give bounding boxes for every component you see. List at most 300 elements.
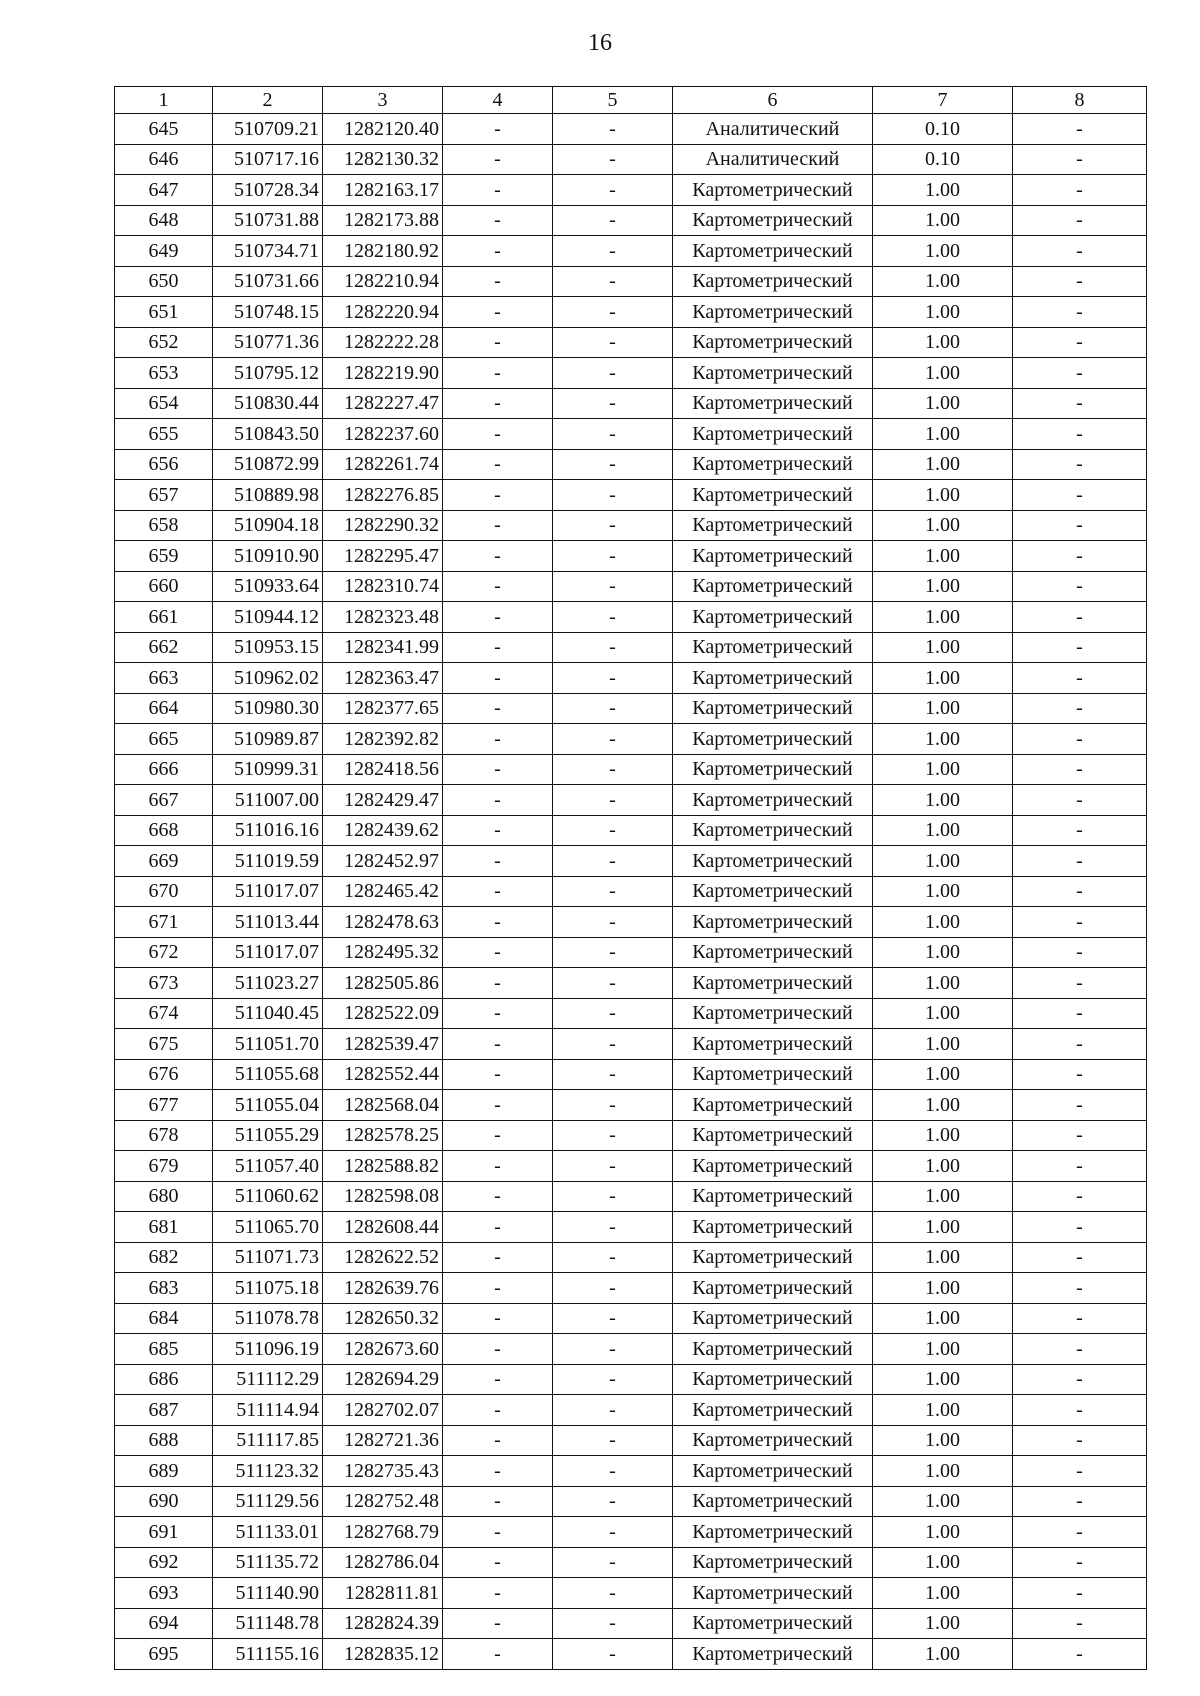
point-number-cell: 650 <box>115 266 213 297</box>
method-cell: Картометрический <box>673 754 873 785</box>
column-5-cell: - <box>553 114 673 145</box>
method-cell: Картометрический <box>673 632 873 663</box>
method-cell: Аналитический <box>673 144 873 175</box>
x-coordinate-cell: 510953.15 <box>213 632 323 663</box>
column-4-cell: - <box>443 266 553 297</box>
y-coordinate-cell: 1282295.47 <box>323 541 443 572</box>
column-5-cell: - <box>553 1151 673 1182</box>
accuracy-cell: 1.00 <box>873 1517 1013 1548</box>
column-8-cell: - <box>1013 968 1147 999</box>
x-coordinate-cell: 510728.34 <box>213 175 323 206</box>
point-number-cell: 648 <box>115 205 213 236</box>
accuracy-cell: 1.00 <box>873 266 1013 297</box>
point-number-cell: 695 <box>115 1639 213 1670</box>
accuracy-cell: 1.00 <box>873 1456 1013 1487</box>
column-5-cell: - <box>553 541 673 572</box>
y-coordinate-cell: 1282290.32 <box>323 510 443 541</box>
point-number-cell: 660 <box>115 571 213 602</box>
y-coordinate-cell: 1282222.28 <box>323 327 443 358</box>
table-row <box>115 571 1147 602</box>
column-5-cell: - <box>553 1425 673 1456</box>
table-row <box>115 144 1147 175</box>
accuracy-cell: 0.10 <box>873 144 1013 175</box>
y-coordinate-cell: 1282495.32 <box>323 937 443 968</box>
column-5-cell: - <box>553 876 673 907</box>
column-4-cell: - <box>443 1608 553 1639</box>
point-number-cell: 690 <box>115 1486 213 1517</box>
accuracy-cell: 1.00 <box>873 327 1013 358</box>
x-coordinate-cell: 511148.78 <box>213 1608 323 1639</box>
table-row <box>115 754 1147 785</box>
table-row <box>115 1608 1147 1639</box>
y-coordinate-cell: 1282694.29 <box>323 1364 443 1395</box>
accuracy-cell: 1.00 <box>873 907 1013 938</box>
column-8-cell: - <box>1013 1273 1147 1304</box>
x-coordinate-cell: 511078.78 <box>213 1303 323 1334</box>
column-header: 6 <box>673 87 873 114</box>
x-coordinate-cell: 511051.70 <box>213 1029 323 1060</box>
point-number-cell: 679 <box>115 1151 213 1182</box>
x-coordinate-cell: 510734.71 <box>213 236 323 267</box>
table-row <box>115 1242 1147 1273</box>
y-coordinate-cell: 1282310.74 <box>323 571 443 602</box>
accuracy-cell: 1.00 <box>873 1120 1013 1151</box>
y-coordinate-cell: 1282219.90 <box>323 358 443 389</box>
column-5-cell: - <box>553 480 673 511</box>
table-header-row <box>115 87 1147 114</box>
accuracy-cell: 1.00 <box>873 1273 1013 1304</box>
table-row <box>115 1364 1147 1395</box>
point-number-cell: 694 <box>115 1608 213 1639</box>
point-number-cell: 656 <box>115 449 213 480</box>
table-row <box>115 1029 1147 1060</box>
method-cell: Картометрический <box>673 1151 873 1182</box>
column-8-cell: - <box>1013 236 1147 267</box>
y-coordinate-cell: 1282552.44 <box>323 1059 443 1090</box>
column-8-cell: - <box>1013 1029 1147 1060</box>
column-4-cell: - <box>443 449 553 480</box>
point-number-cell: 686 <box>115 1364 213 1395</box>
table-row <box>115 327 1147 358</box>
column-5-cell: - <box>553 266 673 297</box>
accuracy-cell: 1.00 <box>873 571 1013 602</box>
column-4-cell: - <box>443 876 553 907</box>
accuracy-cell: 1.00 <box>873 1181 1013 1212</box>
column-8-cell: - <box>1013 205 1147 236</box>
accuracy-cell: 1.00 <box>873 876 1013 907</box>
table-row <box>115 1517 1147 1548</box>
method-cell: Картометрический <box>673 876 873 907</box>
column-4-cell: - <box>443 175 553 206</box>
accuracy-cell: 1.00 <box>873 846 1013 877</box>
y-coordinate-cell: 1282439.62 <box>323 815 443 846</box>
column-8-cell: - <box>1013 785 1147 816</box>
column-5-cell: - <box>553 1212 673 1243</box>
column-4-cell: - <box>443 632 553 663</box>
point-number-cell: 661 <box>115 602 213 633</box>
point-number-cell: 677 <box>115 1090 213 1121</box>
y-coordinate-cell: 1282276.85 <box>323 480 443 511</box>
point-number-cell: 681 <box>115 1212 213 1243</box>
point-number-cell: 654 <box>115 388 213 419</box>
point-number-cell: 671 <box>115 907 213 938</box>
column-5-cell: - <box>553 297 673 328</box>
column-4-cell: - <box>443 1334 553 1365</box>
y-coordinate-cell: 1282768.79 <box>323 1517 443 1548</box>
y-coordinate-cell: 1282811.81 <box>323 1578 443 1609</box>
table-row <box>115 297 1147 328</box>
point-number-cell: 678 <box>115 1120 213 1151</box>
column-4-cell: - <box>443 1242 553 1273</box>
accuracy-cell: 1.00 <box>873 236 1013 267</box>
column-5-cell: - <box>553 693 673 724</box>
column-8-cell: - <box>1013 114 1147 145</box>
accuracy-cell: 1.00 <box>873 541 1013 572</box>
column-5-cell: - <box>553 205 673 236</box>
x-coordinate-cell: 511114.94 <box>213 1395 323 1426</box>
column-header: 3 <box>323 87 443 114</box>
column-5-cell: - <box>553 998 673 1029</box>
column-5-cell: - <box>553 1578 673 1609</box>
accuracy-cell: 1.00 <box>873 1608 1013 1639</box>
method-cell: Картометрический <box>673 1029 873 1060</box>
column-8-cell: - <box>1013 541 1147 572</box>
column-5-cell: - <box>553 968 673 999</box>
column-4-cell: - <box>443 663 553 694</box>
accuracy-cell: 1.00 <box>873 1029 1013 1060</box>
column-4-cell: - <box>443 1181 553 1212</box>
x-coordinate-cell: 511123.32 <box>213 1456 323 1487</box>
method-cell: Картометрический <box>673 602 873 633</box>
table-row <box>115 907 1147 938</box>
method-cell: Картометрический <box>673 1547 873 1578</box>
x-coordinate-cell: 511055.29 <box>213 1120 323 1151</box>
x-coordinate-cell: 510748.15 <box>213 297 323 328</box>
method-cell: Картометрический <box>673 327 873 358</box>
point-number-cell: 674 <box>115 998 213 1029</box>
table-body <box>115 114 1147 1670</box>
x-coordinate-cell: 510889.98 <box>213 480 323 511</box>
column-4-cell: - <box>443 1151 553 1182</box>
column-header: 4 <box>443 87 553 114</box>
column-5-cell: - <box>553 1303 673 1334</box>
point-number-cell: 645 <box>115 114 213 145</box>
column-8-cell: - <box>1013 602 1147 633</box>
table-row <box>115 1486 1147 1517</box>
accuracy-cell: 0.10 <box>873 114 1013 145</box>
accuracy-cell: 1.00 <box>873 1303 1013 1334</box>
column-4-cell: - <box>443 693 553 724</box>
table-row <box>115 358 1147 389</box>
point-number-cell: 667 <box>115 785 213 816</box>
method-cell: Картометрический <box>673 724 873 755</box>
method-cell: Картометрический <box>673 785 873 816</box>
y-coordinate-cell: 1282341.99 <box>323 632 443 663</box>
method-cell: Картометрический <box>673 1303 873 1334</box>
method-cell: Картометрический <box>673 663 873 694</box>
column-8-cell: - <box>1013 1334 1147 1365</box>
method-cell: Картометрический <box>673 1456 873 1487</box>
table-row <box>115 1059 1147 1090</box>
method-cell: Картометрический <box>673 1517 873 1548</box>
table-row <box>115 785 1147 816</box>
column-5-cell: - <box>553 785 673 816</box>
point-number-cell: 680 <box>115 1181 213 1212</box>
table-row <box>115 846 1147 877</box>
x-coordinate-cell: 510904.18 <box>213 510 323 541</box>
x-coordinate-cell: 510771.36 <box>213 327 323 358</box>
method-cell: Картометрический <box>673 1486 873 1517</box>
method-cell: Картометрический <box>673 1059 873 1090</box>
accuracy-cell: 1.00 <box>873 388 1013 419</box>
method-cell: Картометрический <box>673 1425 873 1456</box>
column-8-cell: - <box>1013 632 1147 663</box>
accuracy-cell: 1.00 <box>873 815 1013 846</box>
column-4-cell: - <box>443 1578 553 1609</box>
point-number-cell: 658 <box>115 510 213 541</box>
x-coordinate-cell: 511013.44 <box>213 907 323 938</box>
y-coordinate-cell: 1282539.47 <box>323 1029 443 1060</box>
table-row <box>115 602 1147 633</box>
point-number-cell: 684 <box>115 1303 213 1334</box>
table-row <box>115 1425 1147 1456</box>
column-8-cell: - <box>1013 358 1147 389</box>
method-cell: Картометрический <box>673 205 873 236</box>
column-4-cell: - <box>443 1486 553 1517</box>
column-8-cell: - <box>1013 175 1147 206</box>
table-row <box>115 449 1147 480</box>
table-row <box>115 1181 1147 1212</box>
table-row <box>115 815 1147 846</box>
column-8-cell: - <box>1013 144 1147 175</box>
method-cell: Аналитический <box>673 114 873 145</box>
y-coordinate-cell: 1282673.60 <box>323 1334 443 1365</box>
method-cell: Картометрический <box>673 907 873 938</box>
accuracy-cell: 1.00 <box>873 419 1013 450</box>
accuracy-cell: 1.00 <box>873 968 1013 999</box>
x-coordinate-cell: 510872.99 <box>213 449 323 480</box>
x-coordinate-cell: 511060.62 <box>213 1181 323 1212</box>
method-cell: Картометрический <box>673 1181 873 1212</box>
point-number-cell: 662 <box>115 632 213 663</box>
column-8-cell: - <box>1013 297 1147 328</box>
column-8-cell: - <box>1013 663 1147 694</box>
table-row <box>115 1456 1147 1487</box>
table-row <box>115 1120 1147 1151</box>
point-number-cell: 692 <box>115 1547 213 1578</box>
x-coordinate-cell: 510910.90 <box>213 541 323 572</box>
column-4-cell: - <box>443 1425 553 1456</box>
column-5-cell: - <box>553 632 673 663</box>
column-8-cell: - <box>1013 815 1147 846</box>
accuracy-cell: 1.00 <box>873 663 1013 694</box>
accuracy-cell: 1.00 <box>873 724 1013 755</box>
accuracy-cell: 1.00 <box>873 297 1013 328</box>
x-coordinate-cell: 511112.29 <box>213 1364 323 1395</box>
method-cell: Картометрический <box>673 358 873 389</box>
method-cell: Картометрический <box>673 1364 873 1395</box>
column-4-cell: - <box>443 1120 553 1151</box>
table-row <box>115 236 1147 267</box>
column-5-cell: - <box>553 1120 673 1151</box>
point-number-cell: 669 <box>115 846 213 877</box>
column-4-cell: - <box>443 541 553 572</box>
point-number-cell: 659 <box>115 541 213 572</box>
y-coordinate-cell: 1282824.39 <box>323 1608 443 1639</box>
table-row <box>115 419 1147 450</box>
column-5-cell: - <box>553 1273 673 1304</box>
x-coordinate-cell: 511129.56 <box>213 1486 323 1517</box>
accuracy-cell: 1.00 <box>873 1059 1013 1090</box>
table-row <box>115 937 1147 968</box>
column-5-cell: - <box>553 602 673 633</box>
column-4-cell: - <box>443 846 553 877</box>
table-row <box>115 1303 1147 1334</box>
column-8-cell: - <box>1013 876 1147 907</box>
accuracy-cell: 1.00 <box>873 602 1013 633</box>
column-header: 1 <box>115 87 213 114</box>
column-4-cell: - <box>443 1273 553 1304</box>
accuracy-cell: 1.00 <box>873 1151 1013 1182</box>
column-4-cell: - <box>443 1212 553 1243</box>
method-cell: Картометрический <box>673 1639 873 1670</box>
y-coordinate-cell: 1282608.44 <box>323 1212 443 1243</box>
column-8-cell: - <box>1013 388 1147 419</box>
column-5-cell: - <box>553 1486 673 1517</box>
y-coordinate-cell: 1282452.97 <box>323 846 443 877</box>
column-4-cell: - <box>443 480 553 511</box>
x-coordinate-cell: 511017.07 <box>213 937 323 968</box>
column-8-cell: - <box>1013 1303 1147 1334</box>
table-row <box>115 1273 1147 1304</box>
column-5-cell: - <box>553 815 673 846</box>
y-coordinate-cell: 1282237.60 <box>323 419 443 450</box>
column-4-cell: - <box>443 998 553 1029</box>
column-4-cell: - <box>443 724 553 755</box>
table-row <box>115 663 1147 694</box>
point-number-cell: 664 <box>115 693 213 724</box>
point-number-cell: 665 <box>115 724 213 755</box>
column-8-cell: - <box>1013 480 1147 511</box>
point-number-cell: 673 <box>115 968 213 999</box>
x-coordinate-cell: 511155.16 <box>213 1639 323 1670</box>
accuracy-cell: 1.00 <box>873 175 1013 206</box>
accuracy-cell: 1.00 <box>873 785 1013 816</box>
page-number: 16 <box>588 30 612 56</box>
point-number-cell: 649 <box>115 236 213 267</box>
x-coordinate-cell: 511007.00 <box>213 785 323 816</box>
y-coordinate-cell: 1282505.86 <box>323 968 443 999</box>
point-number-cell: 685 <box>115 1334 213 1365</box>
column-5-cell: - <box>553 937 673 968</box>
point-number-cell: 646 <box>115 144 213 175</box>
column-5-cell: - <box>553 1181 673 1212</box>
column-header: 7 <box>873 87 1013 114</box>
column-8-cell: - <box>1013 327 1147 358</box>
x-coordinate-cell: 510731.66 <box>213 266 323 297</box>
method-cell: Картометрический <box>673 1334 873 1365</box>
coordinates-table <box>114 86 1147 1670</box>
y-coordinate-cell: 1282478.63 <box>323 907 443 938</box>
column-4-cell: - <box>443 1059 553 1090</box>
method-cell: Картометрический <box>673 175 873 206</box>
column-4-cell: - <box>443 785 553 816</box>
column-5-cell: - <box>553 236 673 267</box>
column-8-cell: - <box>1013 1181 1147 1212</box>
column-5-cell: - <box>553 1517 673 1548</box>
point-number-cell: 652 <box>115 327 213 358</box>
column-8-cell: - <box>1013 1425 1147 1456</box>
x-coordinate-cell: 510830.44 <box>213 388 323 419</box>
x-coordinate-cell: 511096.19 <box>213 1334 323 1365</box>
column-5-cell: - <box>553 1242 673 1273</box>
column-5-cell: - <box>553 1639 673 1670</box>
column-8-cell: - <box>1013 1395 1147 1426</box>
column-8-cell: - <box>1013 937 1147 968</box>
point-number-cell: 693 <box>115 1578 213 1609</box>
accuracy-cell: 1.00 <box>873 1547 1013 1578</box>
point-number-cell: 647 <box>115 175 213 206</box>
accuracy-cell: 1.00 <box>873 754 1013 785</box>
method-cell: Картометрический <box>673 937 873 968</box>
column-5-cell: - <box>553 1547 673 1578</box>
x-coordinate-cell: 510944.12 <box>213 602 323 633</box>
method-cell: Картометрический <box>673 1395 873 1426</box>
column-4-cell: - <box>443 1303 553 1334</box>
point-number-cell: 676 <box>115 1059 213 1090</box>
column-5-cell: - <box>553 1334 673 1365</box>
x-coordinate-cell: 511133.01 <box>213 1517 323 1548</box>
x-coordinate-cell: 510717.16 <box>213 144 323 175</box>
method-cell: Картометрический <box>673 388 873 419</box>
column-5-cell: - <box>553 1090 673 1121</box>
column-8-cell: - <box>1013 1486 1147 1517</box>
table-row <box>115 876 1147 907</box>
y-coordinate-cell: 1282180.92 <box>323 236 443 267</box>
x-coordinate-cell: 511023.27 <box>213 968 323 999</box>
column-8-cell: - <box>1013 1578 1147 1609</box>
x-coordinate-cell: 510989.87 <box>213 724 323 755</box>
column-8-cell: - <box>1013 1456 1147 1487</box>
x-coordinate-cell: 510843.50 <box>213 419 323 450</box>
x-coordinate-cell: 511075.18 <box>213 1273 323 1304</box>
x-coordinate-cell: 510795.12 <box>213 358 323 389</box>
x-coordinate-cell: 511019.59 <box>213 846 323 877</box>
method-cell: Картометрический <box>673 510 873 541</box>
accuracy-cell: 1.00 <box>873 1578 1013 1609</box>
column-8-cell: - <box>1013 1120 1147 1151</box>
table-row <box>115 510 1147 541</box>
column-4-cell: - <box>443 1090 553 1121</box>
column-8-cell: - <box>1013 1639 1147 1670</box>
x-coordinate-cell: 511017.07 <box>213 876 323 907</box>
column-8-cell: - <box>1013 1242 1147 1273</box>
x-coordinate-cell: 511055.68 <box>213 1059 323 1090</box>
y-coordinate-cell: 1282786.04 <box>323 1547 443 1578</box>
column-5-cell: - <box>553 1395 673 1426</box>
table-row <box>115 114 1147 145</box>
accuracy-cell: 1.00 <box>873 1334 1013 1365</box>
column-5-cell: - <box>553 144 673 175</box>
column-4-cell: - <box>443 388 553 419</box>
column-8-cell: - <box>1013 1547 1147 1578</box>
y-coordinate-cell: 1282650.32 <box>323 1303 443 1334</box>
column-4-cell: - <box>443 114 553 145</box>
y-coordinate-cell: 1282392.82 <box>323 724 443 755</box>
table-row <box>115 266 1147 297</box>
y-coordinate-cell: 1282702.07 <box>323 1395 443 1426</box>
column-4-cell: - <box>443 205 553 236</box>
